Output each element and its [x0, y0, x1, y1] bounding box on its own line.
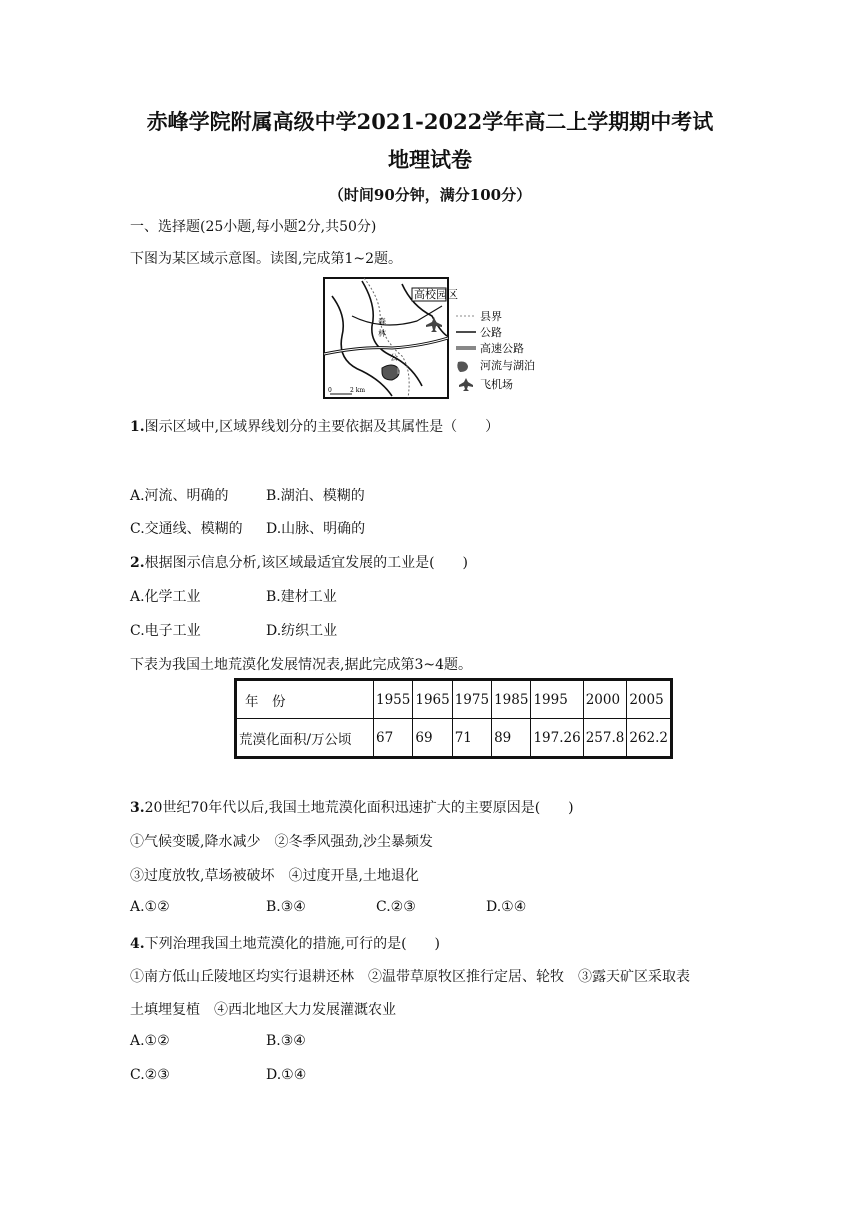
table-cell: 197.26 [531, 719, 583, 757]
table-cell: 1965 [413, 681, 452, 719]
intro-q3-4: 下表为我国土地荒漠化发展情况表,据此完成第3~4题。 [130, 657, 472, 673]
q1-option-a: A.河流、明确的 [130, 488, 229, 504]
table-cell: 1955 [374, 681, 413, 719]
q1-option-c: C.交通线、模糊的 [130, 521, 243, 537]
desertification-table [234, 678, 673, 759]
region-map [322, 276, 542, 402]
legend-boundary: 县界 [480, 310, 502, 323]
q2-option-a: A.化学工业 [130, 589, 201, 605]
legend-road: 公路 [480, 326, 502, 339]
q4-option-d: D.①④ [266, 1067, 307, 1083]
q2-option-c: C.电子工业 [130, 623, 201, 639]
q4-option-a: A.①② [130, 1033, 170, 1049]
question-number: 1. [130, 419, 145, 435]
table-cell: 2005 [627, 681, 671, 719]
question-number: 3. [130, 800, 145, 816]
q3-option-d: D.①④ [486, 899, 527, 915]
exam-subject: 地理试卷 [388, 147, 472, 172]
question-stem: 根据图示信息分析,该区域最适宜发展的工业是( ) [144, 555, 468, 571]
question-4 [130, 933, 440, 953]
table-cell: 67 [374, 719, 413, 757]
legend-river-swatch [457, 362, 468, 373]
q4-items-2: 土填埋复植 ④西北地区大力发展灌溉农业 [130, 1002, 396, 1018]
intro-q1-2: 下图为某区域示意图。读图,完成第1~2题。 [130, 251, 402, 267]
park-label-b: 园 [397, 366, 405, 375]
question-number: 4. [130, 936, 145, 952]
table-cell: 2000 [583, 681, 627, 719]
park-label-a: 公 [390, 353, 398, 362]
q3-option-a: A.①② [130, 899, 170, 915]
table-cell: 89 [492, 719, 531, 757]
q4-option-c: C.②③ [130, 1067, 170, 1083]
question-1 [130, 416, 499, 436]
q3-items-1: ①气候变暖,降水减少 ②冬季风强劲,沙尘暴频发 [130, 834, 433, 850]
question-2 [130, 552, 468, 572]
question-stem: 图示区域中,区域界线划分的主要依据及其属性是（ ） [144, 419, 500, 435]
question-number: 2. [130, 555, 145, 571]
table-header-area: 荒漠化面积/万公顷 [237, 719, 374, 757]
table-cell: 262.2 [627, 719, 671, 757]
q3-items-2: ③过度放牧,草场被破坏 ④过度开垦,土地退化 [130, 868, 419, 884]
table-cell: 257.8 [583, 719, 627, 757]
table-cell: 1985 [492, 681, 531, 719]
table-header-year: 年 份 [237, 681, 374, 719]
q2-option-d: D.纺织工业 [266, 623, 338, 639]
table-cell: 1975 [452, 681, 491, 719]
campus-label: 高校园区 [414, 288, 458, 301]
scale-label: 2 km [350, 387, 366, 394]
question-stem: 下列治理我国土地荒漠化的措施,可行的是( ) [144, 936, 440, 952]
q4-option-b: B.③④ [266, 1033, 306, 1049]
exam-title: 赤峰学院附属高级中学2021-2022学年高二上学期期中考试 [146, 109, 714, 134]
table-cell: 71 [452, 719, 491, 757]
question-3 [130, 797, 574, 817]
legend-airport: 飞机场 [480, 378, 513, 391]
table-row [237, 681, 671, 719]
q2-option-b: B.建材工业 [266, 589, 337, 605]
table-cell: 69 [413, 719, 452, 757]
q1-option-b: B.湖泊、模糊的 [266, 488, 365, 504]
q4-items-1: ①南方低山丘陵地区均实行退耕还林 ②温带草原牧区推行定居、轮牧 ③露天矿区采取表 [130, 969, 690, 985]
q3-option-c: C.②③ [376, 899, 416, 915]
section-heading: 一、选择题(25小题,每小题2分,共50分) [130, 219, 377, 235]
q1-option-d: D.山脉、明确的 [266, 521, 366, 537]
scale-zero: 0 [328, 387, 332, 394]
table-cell: 1995 [531, 681, 583, 719]
legend-highway: 高速公路 [480, 342, 524, 355]
q3-option-b: B.③④ [266, 899, 306, 915]
exam-time-info: （时间90分钟，满分100分） [328, 186, 532, 204]
legend-airport-icon [459, 378, 473, 391]
legend-river: 河流与湖泊 [480, 359, 535, 372]
question-stem: 20世纪70年代以后,我国土地荒漠化面积迅速扩大的主要原因是( ) [144, 800, 574, 816]
forest-label-a: 森 [378, 317, 386, 326]
forest-label-b: 林 [378, 329, 386, 338]
table-row [237, 719, 671, 757]
